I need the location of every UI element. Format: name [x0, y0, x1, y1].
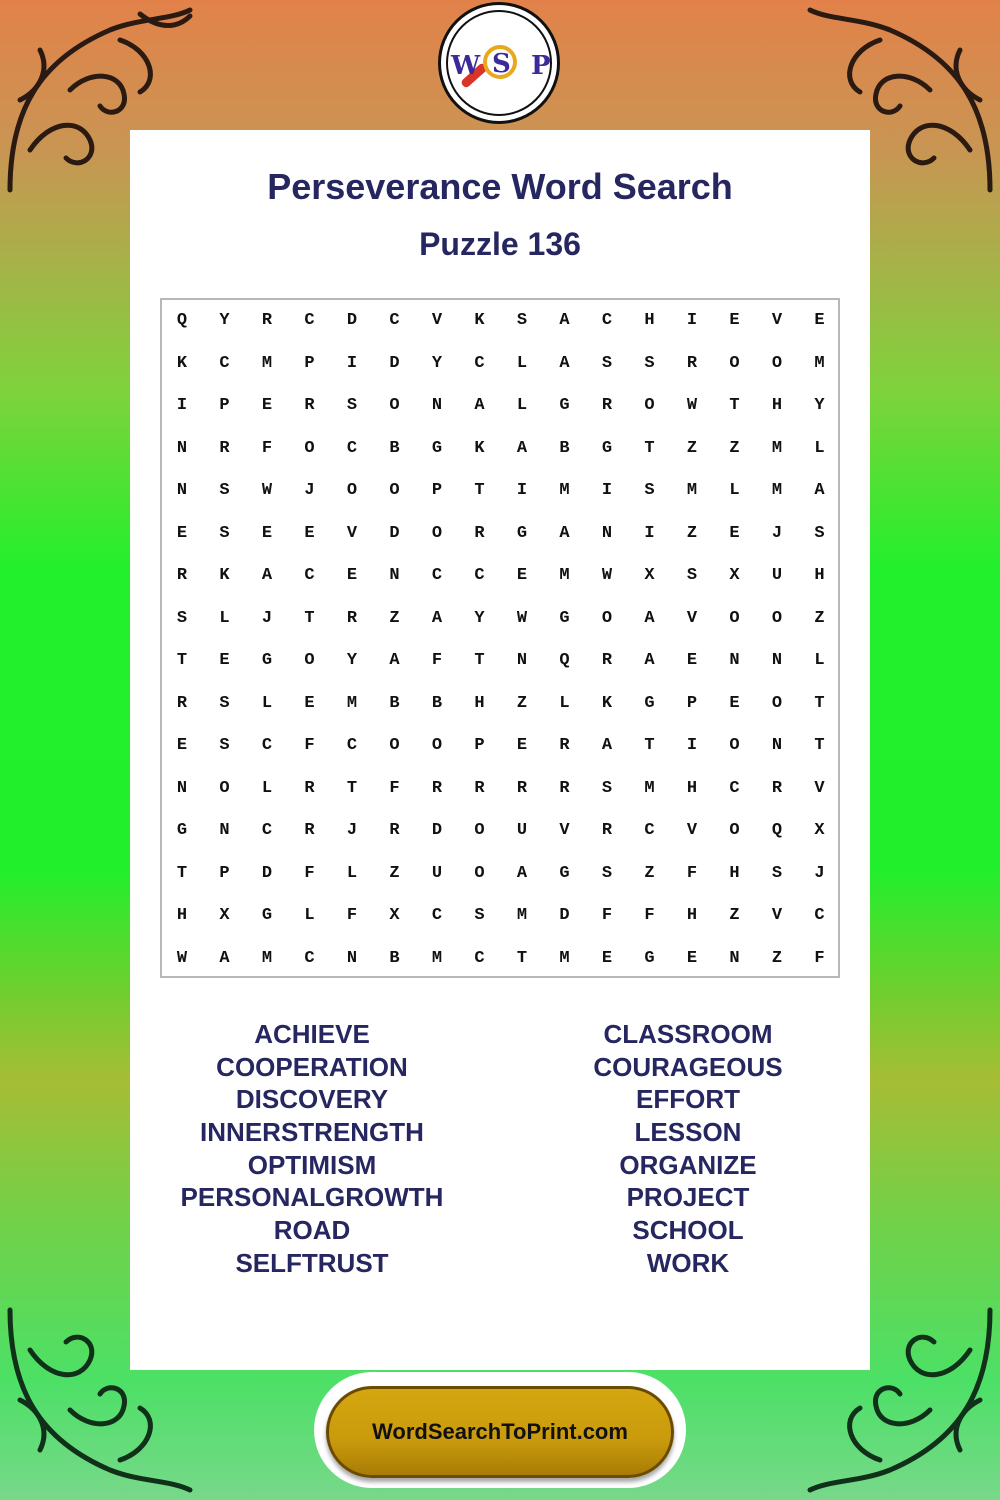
grid-cell[interactable]: C [261, 821, 273, 840]
grid-cell[interactable]: M [261, 353, 273, 373]
grid-cell[interactable]: Z [729, 906, 740, 925]
grid-cell[interactable]: O [474, 821, 485, 840]
grid-cell[interactable]: S [644, 481, 655, 500]
grid-cell[interactable]: A [559, 353, 570, 373]
grid-cell[interactable]: O [771, 608, 783, 628]
grid-cell[interactable]: G [601, 438, 613, 458]
word-list-item: COURAGEOUS [593, 1051, 783, 1082]
word-list-right [503, 1018, 873, 1280]
grid-cell[interactable]: E [814, 311, 825, 330]
grid-cell[interactable]: L [729, 481, 740, 500]
grid-cell[interactable]: Z [516, 693, 528, 713]
grid-cell[interactable]: V [559, 821, 570, 840]
grid-cell[interactable]: S [219, 693, 230, 713]
puzzle-number: Puzzle 136 [419, 226, 581, 262]
grid-cell[interactable]: A [601, 736, 613, 755]
word-list-item: SCHOOL [632, 1215, 744, 1246]
grid-cell[interactable]: G [644, 693, 655, 713]
grid-cell[interactable]: H [771, 396, 783, 415]
grid-cell[interactable]: O [729, 736, 740, 755]
grid-cell[interactable]: F [601, 906, 613, 925]
grid-cell[interactable]: K [219, 566, 230, 585]
grid-cell[interactable]: N [176, 481, 188, 500]
word-list-item: PROJECT [626, 1182, 750, 1213]
grid-cell[interactable]: Q [559, 651, 570, 670]
grid-cell[interactable]: M [559, 566, 570, 585]
grid-cell[interactable]: O [729, 608, 740, 628]
grid-cell[interactable]: S [176, 608, 188, 628]
grid-cell[interactable]: N [729, 948, 740, 968]
grid-cell[interactable]: E [304, 523, 315, 543]
grid-cell[interactable]: S [814, 523, 825, 543]
grid-cell[interactable]: X [814, 821, 825, 840]
grid-cell[interactable]: S [516, 311, 528, 330]
grid-cell[interactable]: H [644, 311, 655, 330]
word-list-item: SELFTRUST [235, 1247, 389, 1278]
grid-cell[interactable]: J [771, 523, 783, 543]
grid-cell[interactable]: N [346, 948, 358, 968]
grid-cell[interactable]: A [219, 948, 230, 968]
puzzle-sheet [130, 130, 870, 1370]
grid-cell[interactable]: G [559, 608, 570, 628]
grid-cell[interactable]: J [304, 481, 315, 500]
grid-cell[interactable]: R [304, 396, 315, 415]
grid-cell[interactable]: V [686, 608, 698, 628]
grid-cell[interactable]: R [771, 778, 783, 798]
grid-cell[interactable]: M [814, 353, 825, 373]
grid-cell[interactable]: M [686, 481, 698, 500]
grid-cell[interactable]: A [644, 651, 655, 670]
grid-cell[interactable]: E [686, 948, 698, 968]
grid-cell[interactable]: L [219, 608, 230, 628]
grid-cell[interactable]: R [474, 523, 485, 543]
grid-cell[interactable]: I [601, 481, 613, 500]
grid-cell[interactable]: N [219, 821, 230, 840]
grid-cell[interactable]: O [389, 736, 400, 755]
grid-cell[interactable]: H [686, 778, 698, 798]
grid-cell[interactable]: Z [686, 438, 698, 458]
grid-cell[interactable]: J [261, 608, 273, 628]
grid-cell[interactable]: N [516, 651, 528, 670]
grid-cell[interactable]: C [304, 311, 315, 330]
word-list-item: CLASSROOM [603, 1019, 773, 1049]
grid-cell[interactable]: A [516, 863, 528, 883]
grid-cell[interactable]: R [219, 438, 230, 458]
grid-cell[interactable]: C [474, 948, 485, 968]
grid-cell[interactable]: E [729, 311, 740, 330]
grid-cell[interactable]: D [261, 863, 273, 883]
grid-cell[interactable]: I [346, 353, 358, 373]
grid-cell[interactable]: C [431, 906, 443, 925]
grid-cell[interactable]: Z [389, 863, 400, 883]
grid-cell[interactable]: H [474, 693, 485, 713]
grid-cell[interactable]: T [729, 396, 740, 415]
grid-cell[interactable]: F [686, 863, 698, 883]
grid-cell[interactable]: P [686, 693, 698, 713]
grid-cell[interactable]: E [516, 736, 528, 755]
grid-cell[interactable]: H [686, 906, 698, 925]
grid-cell[interactable]: M [431, 948, 443, 968]
grid-cell[interactable]: F [389, 778, 400, 798]
grid-cell[interactable]: D [559, 906, 570, 925]
grid-cell[interactable]: T [474, 481, 485, 500]
grid-cell[interactable]: E [176, 736, 188, 755]
grid-cell[interactable]: I [176, 396, 188, 415]
grid-cell[interactable]: O [304, 438, 315, 458]
grid-cell[interactable]: T [516, 948, 528, 968]
grid-cell[interactable]: R [686, 353, 698, 373]
grid-cell[interactable]: N [176, 438, 188, 458]
grid-cell[interactable]: V [686, 821, 698, 840]
grid-cell[interactable]: C [474, 353, 485, 373]
grid-cell[interactable]: R [304, 821, 315, 840]
grid-cell[interactable]: H [814, 566, 825, 585]
grid-cell[interactable]: Z [771, 948, 783, 968]
word-list-item: PERSONALGROWTH [180, 1182, 444, 1213]
grid-cell[interactable]: X [219, 906, 230, 925]
grid-cell[interactable]: R [176, 693, 188, 713]
grid-cell[interactable]: C [729, 778, 740, 798]
grid-cell[interactable]: D [431, 821, 443, 840]
grid-cell[interactable]: O [219, 778, 230, 798]
grid-cell[interactable]: T [644, 736, 655, 755]
grid-cell[interactable]: M [644, 778, 655, 798]
logo-letter-p: P [531, 51, 551, 81]
grid-cell[interactable]: G [431, 438, 443, 458]
grid-cell[interactable]: C [304, 566, 315, 585]
footer-pill [314, 1372, 686, 1488]
grid-cell[interactable]: I [686, 736, 698, 755]
grid-cell[interactable]: R [516, 778, 528, 798]
word-list-item: ORGANIZE [619, 1149, 757, 1180]
grid-cell[interactable]: P [474, 736, 485, 755]
grid-cell[interactable]: R [261, 311, 273, 330]
grid-cell[interactable]: I [686, 311, 698, 330]
grid-cell[interactable]: D [389, 353, 400, 373]
grid-cell[interactable]: M [771, 438, 783, 458]
word-list-item: ROAD [273, 1215, 351, 1246]
grid-cell[interactable]: O [346, 481, 358, 500]
grid-cell[interactable]: L [261, 693, 273, 713]
grid-cell[interactable]: N [389, 566, 400, 585]
grid-cell[interactable]: Z [644, 863, 655, 883]
grid-cell[interactable]: V [771, 906, 783, 925]
grid-cell[interactable]: C [346, 736, 358, 755]
grid-cell[interactable]: A [814, 481, 825, 500]
grid-cell[interactable]: Q [771, 821, 783, 840]
grid-cell[interactable]: L [346, 863, 358, 883]
grid-cell[interactable]: C [814, 906, 825, 925]
grid-cell[interactable]: E [304, 693, 315, 713]
grid-cell[interactable]: R [176, 566, 188, 585]
grid-cell[interactable]: M [346, 693, 358, 713]
grid-cell[interactable]: I [644, 523, 655, 543]
grid-cell[interactable]: P [304, 353, 315, 373]
grid-cell[interactable]: T [346, 778, 358, 798]
grid-cell[interactable]: M [559, 481, 570, 500]
logo-letter-w: W [451, 51, 481, 81]
grid-cell[interactable]: W [686, 396, 698, 415]
grid-cell[interactable]: R [601, 396, 613, 415]
word-list-item: DISCOVERY [235, 1084, 389, 1115]
grid-cell[interactable]: S [219, 736, 230, 755]
grid-cell[interactable]: S [219, 481, 230, 500]
word-list-item: OPTIMISM [247, 1149, 377, 1180]
grid-cell[interactable]: U [516, 821, 528, 840]
grid-cell[interactable]: C [219, 353, 230, 373]
grid-cell[interactable]: Z [686, 523, 698, 543]
grid-cell[interactable]: N [431, 396, 443, 415]
grid-cell[interactable]: I [516, 481, 528, 500]
grid-cell[interactable]: G [261, 651, 273, 670]
grid-cell[interactable]: P [219, 863, 230, 883]
grid-cell[interactable]: N [771, 651, 783, 670]
grid-cell[interactable]: V [346, 523, 358, 543]
grid-cell[interactable]: W [176, 948, 188, 968]
grid-cell[interactable]: L [304, 906, 315, 925]
word-list-item: COOPERATION [216, 1051, 408, 1082]
grid-cell[interactable]: W [601, 566, 613, 585]
grid-cell[interactable]: V [771, 311, 783, 330]
grid-cell[interactable]: S [474, 906, 485, 925]
grid-cell[interactable]: Z [814, 608, 825, 628]
grid-cell[interactable]: T [304, 608, 315, 628]
grid-cell[interactable]: B [559, 438, 570, 458]
grid-cell[interactable]: A [644, 608, 655, 628]
grid-cell[interactable]: W [261, 481, 273, 500]
grid-cell[interactable]: K [474, 438, 485, 458]
grid-cell[interactable]: R [304, 778, 315, 798]
grid-cell[interactable]: A [474, 396, 485, 415]
grid-cell[interactable]: K [176, 353, 188, 373]
grid-cell[interactable]: C [601, 311, 613, 330]
grid-cell[interactable]: P [219, 396, 230, 415]
grid-cell[interactable]: R [389, 821, 400, 840]
grid-cell[interactable]: S [601, 353, 613, 373]
grid-cell[interactable]: R [559, 778, 570, 798]
grid-cell[interactable]: O [729, 353, 740, 373]
grid-cell[interactable]: Y [431, 353, 443, 373]
grid-cell[interactable]: B [389, 693, 400, 713]
grid-cell[interactable]: G [559, 863, 570, 883]
grid-cell[interactable]: B [389, 438, 400, 458]
grid-cell[interactable]: M [559, 948, 570, 968]
grid-cell[interactable]: N [771, 736, 783, 755]
grid-cell[interactable]: G [516, 523, 528, 543]
grid-cell[interactable]: U [431, 863, 443, 883]
grid-cell[interactable]: K [601, 693, 613, 713]
grid-cell[interactable]: T [474, 651, 485, 670]
grid-cell[interactable]: F [346, 906, 358, 925]
grid-cell[interactable]: J [814, 863, 825, 883]
grid-cell[interactable]: E [261, 523, 273, 543]
grid-cell[interactable]: N [601, 523, 613, 543]
grid-cell[interactable]: X [644, 566, 655, 585]
grid-cell[interactable]: F [304, 736, 315, 755]
grid-cell[interactable]: N [729, 651, 740, 670]
grid-cell[interactable]: O [304, 651, 315, 670]
grid-cell[interactable]: C [304, 948, 315, 968]
grid-cell[interactable]: G [644, 948, 655, 968]
site-logo[interactable] [438, 2, 560, 124]
grid-cell[interactable]: O [729, 821, 740, 840]
grid-cell[interactable]: A [516, 438, 528, 458]
grid-cell[interactable]: M [771, 481, 783, 500]
page-title: Perseverance Word Search [267, 166, 733, 207]
grid-cell[interactable]: Y [814, 396, 825, 415]
grid-cell[interactable]: O [474, 863, 485, 883]
grid-cell[interactable]: L [261, 778, 273, 798]
grid-cell[interactable]: O [644, 396, 655, 415]
grid-cell[interactable]: O [431, 523, 443, 543]
grid-cell[interactable]: O [431, 736, 443, 755]
grid-cell[interactable]: P [431, 481, 443, 500]
grid-cell[interactable]: T [176, 863, 188, 883]
grid-cell[interactable]: A [261, 566, 273, 585]
word-list-left [127, 1018, 497, 1280]
grid-cell[interactable]: R [601, 821, 613, 840]
grid-cell[interactable]: O [771, 693, 783, 713]
grid-cell[interactable]: X [729, 566, 740, 585]
grid-cell[interactable]: F [814, 948, 825, 968]
grid-cell[interactable]: O [389, 481, 400, 500]
grid-cell[interactable]: L [814, 438, 825, 458]
grid-cell[interactable]: G [261, 906, 273, 925]
grid-cell[interactable]: F [644, 906, 655, 925]
grid-cell[interactable]: Y [219, 311, 230, 330]
grid-cell[interactable]: T [814, 736, 825, 755]
logo-letter-s: S [492, 49, 511, 79]
grid-cell[interactable]: Y [474, 608, 485, 628]
grid-cell[interactable]: E [261, 396, 273, 415]
grid-cell[interactable]: R [559, 736, 570, 755]
grid-cell[interactable]: X [389, 906, 400, 925]
grid-cell[interactable]: F [261, 438, 273, 458]
grid-cell[interactable]: Y [346, 651, 358, 670]
grid-cell[interactable]: D [346, 311, 358, 330]
grid-cell[interactable]: C [389, 311, 400, 330]
grid-cell[interactable]: O [389, 396, 400, 415]
grid-cell[interactable]: A [559, 311, 570, 330]
grid-cell[interactable]: C [431, 566, 443, 585]
grid-cell[interactable]: V [814, 778, 825, 798]
grid-cell[interactable]: J [346, 821, 358, 840]
grid-cell[interactable]: B [431, 693, 443, 713]
grid-cell[interactable]: Z [389, 608, 400, 628]
word-list-item: EFFORT [636, 1084, 740, 1115]
grid-cell[interactable]: L [814, 651, 825, 670]
grid-cell[interactable]: E [219, 651, 230, 670]
grid-cell[interactable]: M [516, 906, 528, 925]
grid-cell[interactable]: A [431, 608, 443, 628]
website-link-button[interactable] [326, 1386, 674, 1478]
grid-cell[interactable]: C [474, 566, 485, 585]
grid-cell[interactable]: U [771, 566, 783, 585]
grid-cell[interactable]: S [601, 778, 613, 798]
grid-cell[interactable]: E [729, 523, 740, 543]
grid-cell[interactable]: Q [176, 311, 188, 330]
grid-cell[interactable]: M [261, 948, 273, 968]
grid-cell[interactable]: F [304, 863, 315, 883]
grid-cell[interactable]: S [686, 566, 698, 585]
grid-cell[interactable]: R [431, 778, 443, 798]
word-list-item: INNERSTRENGTH [200, 1117, 424, 1148]
word-list-item: WORK [646, 1247, 730, 1278]
grid-cell[interactable]: L [559, 693, 570, 713]
grid-cell[interactable]: T [814, 693, 825, 713]
grid-cell[interactable]: O [601, 608, 613, 628]
grid-cell[interactable]: R [601, 651, 613, 670]
grid-cell[interactable]: S [346, 396, 358, 415]
grid-cell[interactable]: W [516, 608, 528, 628]
grid-cell[interactable]: L [516, 353, 528, 373]
website-link-label: WordSearchToPrint.com [372, 1419, 628, 1444]
grid-cell[interactable]: C [346, 438, 358, 458]
grid-cell[interactable]: S [771, 863, 783, 883]
grid-cell[interactable]: F [431, 651, 443, 670]
grid-cell[interactable]: R [474, 778, 485, 798]
grid-cell[interactable]: O [771, 353, 783, 373]
word-list-item: LESSON [634, 1117, 742, 1148]
grid-cell[interactable]: C [261, 736, 273, 755]
grid-cell[interactable]: E [346, 566, 358, 585]
grid-cell[interactable]: T [644, 438, 655, 458]
grid-cell[interactable]: Z [729, 438, 740, 458]
word-list-item: ACHIEVE [254, 1019, 370, 1049]
grid-cell[interactable]: N [176, 778, 188, 798]
grid-cell[interactable]: D [389, 523, 400, 543]
grid-cell[interactable]: B [389, 948, 400, 968]
grid-cell[interactable]: A [389, 651, 400, 670]
grid-cell[interactable]: T [176, 651, 188, 670]
grid-cell[interactable]: H [729, 863, 740, 883]
grid-cell[interactable]: V [431, 311, 443, 330]
grid-cell[interactable]: E [686, 651, 698, 670]
letter-grid [160, 298, 840, 978]
grid-cell[interactable]: S [601, 863, 613, 883]
grid-cell[interactable]: R [346, 608, 358, 628]
grid-cell[interactable]: E [601, 948, 613, 968]
grid-cell[interactable]: G [176, 821, 188, 840]
grid-cell[interactable]: C [644, 821, 655, 840]
grid-cell[interactable]: K [474, 311, 485, 330]
grid-cell[interactable]: S [644, 353, 655, 373]
grid-cell[interactable]: S [219, 523, 230, 543]
grid-cell[interactable]: A [559, 523, 570, 543]
grid-cell[interactable]: E [516, 566, 528, 585]
grid-cell[interactable]: E [176, 523, 188, 543]
grid-cell[interactable]: E [729, 693, 740, 713]
grid-cell[interactable]: G [559, 396, 570, 415]
grid-cell[interactable]: L [516, 396, 528, 415]
grid-cell[interactable]: H [176, 906, 188, 925]
